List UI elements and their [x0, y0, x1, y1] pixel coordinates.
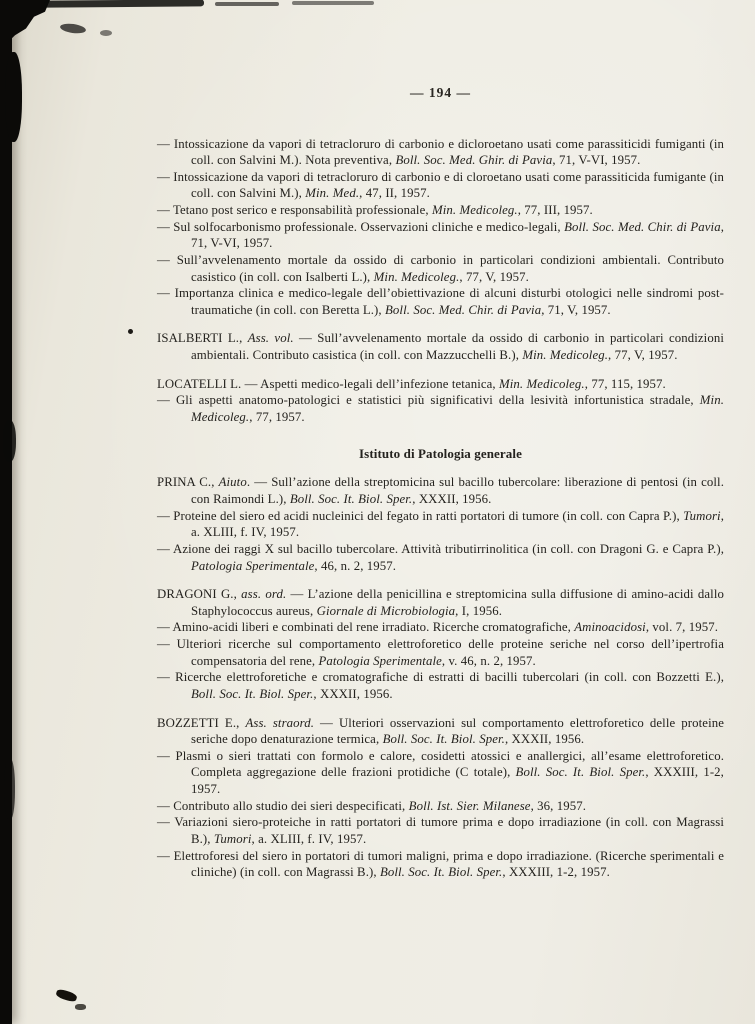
entry-text: BOZZETTI E., — [157, 715, 246, 730]
bibliography-entry — [157, 798, 724, 815]
journal-name: Boll. Soc. It. Biol. Sper. — [289, 492, 413, 507]
entry-text: — Amino-acidi liberi e combinati del rene irradiato. Ricerche cromatografiche, — [157, 620, 575, 635]
bibliography-entry — [157, 392, 724, 425]
entry-text: PRINA C., — [157, 475, 219, 490]
journal-name: Boll. Soc. It. Biol. Sper. — [515, 765, 646, 780]
journal-name: Min. Medicoleg. — [431, 203, 518, 218]
entry-text: — Importanza clinica e medico-legale dell’obiettivazione di alcuni disturbi otologici nelle sindromi post-traumatiche (in coll. con Beretta L.), — [157, 286, 724, 317]
scan-speck — [55, 988, 78, 1003]
journal-name: Ass. straord. — [245, 715, 315, 730]
entry-text: — Intossicazione da vapori di tetracloruro di carbonio e di cloroetano usati come parassiticida fumigante (in coll. con Salvini M.), — [157, 169, 724, 201]
entry-text: , 71, V-VI, 1957. — [191, 219, 725, 251]
scan-edge-blob — [5, 52, 22, 142]
bibliography-entry — [157, 669, 724, 702]
bibliography-entry-author — [157, 715, 724, 748]
bibliography-entry — [157, 636, 724, 669]
entry-text: , vol. 7, 1957. — [645, 620, 719, 635]
journal-name: Boll. Ist. Sier. Milanese — [408, 798, 531, 813]
entry-text: , I, 1956. — [455, 603, 503, 618]
bibliography-entry — [157, 748, 724, 798]
entry-text: — Gli aspetti anatomo-patologici e statistici più significativi della lesività infortunistica stradale, — [157, 393, 700, 408]
scan-speck — [60, 22, 87, 35]
bibliography-entry-author — [157, 330, 724, 363]
scan-edge-blob — [3, 420, 16, 462]
entry-text: , 77, 1957. — [249, 409, 305, 424]
entry-text: , 36, 1957. — [530, 798, 587, 813]
journal-name: Min. Medicoleg. — [499, 376, 585, 391]
entry-text: — Ulteriori ricerche sul comportamento elettroforetico delle proteine seriche nel corso dell’ipertrofia compensatoria del rene, — [157, 637, 724, 668]
journal-name: Min. Medicoleg. — [373, 269, 460, 284]
entry-text: , a. XLIII, f. IV, 1957. — [191, 508, 724, 540]
bibliography-entry — [157, 848, 724, 881]
scan-top-mark — [292, 1, 374, 5]
journal-name: Aminoacidosi — [574, 620, 646, 635]
bibliography-entry — [157, 814, 724, 847]
scan-binding-edge — [0, 0, 12, 1024]
journal-name: Ass. vol. — [247, 331, 294, 346]
entry-text: — Ulteriori osservazioni sul comportamento elettroforetico delle proteine seriche dopo denaturazione termica, — [191, 715, 724, 747]
journal-name: Boll. Soc. It. Biol. Sper. — [379, 865, 503, 880]
entry-text: , 71, V-VI, 1957. — [552, 153, 641, 168]
journal-name: Boll. Soc. It. Biol. Sper. — [382, 732, 505, 747]
section-heading: Istituto di Patologia generale — [359, 445, 522, 461]
entry-text: — Sull’avvelenamento mortale da ossido di carbonio in particolari condizioni ambientali. Contributo casistico (in coll. con Isalberti L.), — [157, 252, 724, 284]
entry-text: , XXXIII, 1-2, 1957. — [191, 765, 724, 797]
bibliography-entry-author — [157, 586, 724, 619]
entry-text: — Elettroforesi del siero in portatori di tumori maligni, prima e dopo irradiazione. (Ricerche sperimentali e cliniche) (in coll. con Magrassi B.), — [157, 848, 724, 880]
journal-name: Tumori — [683, 508, 721, 523]
entry-text: — Contributo allo studio dei sieri despecificati, — [157, 798, 409, 813]
entry-text: , 77, V, 1957. — [608, 348, 678, 363]
entry-text: — Sul solfocarbonismo professionale. Osservazioni cliniche e medico-legali, — [157, 219, 565, 234]
entry-text: , 71, V, 1957. — [541, 302, 611, 317]
bibliography-entry — [157, 169, 724, 202]
entry-text: — Proteine del siero ed acidi nucleinici del fegato in ratti portatori di tumore (in coll. con Capra P.), — [157, 508, 684, 523]
entry-text: — Tetano post serico e responsabilità professionale, — [157, 203, 432, 218]
bibliography-entry — [157, 202, 724, 219]
journal-name: ass. ord. — [241, 587, 287, 602]
entry-text: ISALBERTI L., — [157, 331, 248, 346]
bibliography-entry-author — [157, 376, 724, 393]
journal-name: Aiuto — [218, 475, 247, 490]
scan-edge-blob — [4, 758, 15, 820]
journal-name: Patologia Sperimentale — [318, 653, 442, 668]
entry-text: , XXXII, 1956. — [412, 492, 492, 507]
entry-text: , a. XLIII, f. IV, 1957. — [251, 831, 367, 846]
journal-name: Boll. Soc. Med. Chir. di Pavia — [564, 219, 721, 234]
journal-name: Giornale di Microbiologia — [316, 603, 456, 618]
bibliography-entry — [157, 619, 724, 636]
bibliography-entry — [157, 285, 724, 318]
entry-text: , XXXII, 1956. — [504, 732, 585, 747]
entry-text: , v. 46, n. 2, 1957. — [441, 653, 536, 668]
page-number: — 194 — — [410, 85, 471, 100]
scan-speck — [100, 30, 112, 36]
bibliography-entry — [157, 541, 724, 574]
entry-text: , 77, 115, 1957. — [584, 376, 666, 391]
bibliography-entry — [157, 219, 724, 252]
bibliography-entry — [157, 508, 724, 541]
entry-text: — Azione dei raggi X sul bacillo tubercolare. Attività tributirrinolitica (in coll. con Dragoni G. e Capra P.), — [157, 541, 724, 556]
journal-name: Tumori — [213, 831, 252, 846]
journal-name: Boll. Soc. It. Biol. Sper. — [191, 686, 314, 701]
bibliography-entry-author — [157, 474, 724, 507]
scan-speck — [128, 329, 133, 334]
entry-text: , 77, V, 1957. — [459, 269, 529, 284]
entry-text: — Variazioni siero-proteiche in ratti portatori di tumore prima e dopo irradiazione (in coll. con Magrassi B.), — [157, 815, 724, 846]
entry-text: — Ricerche elettroforetiche e cromatografiche di estratti di bacilli tubercolari (in coll. con Bozzetti E.), — [157, 670, 724, 685]
journal-name: Min. Med. — [305, 186, 360, 201]
scan-speck — [75, 1004, 86, 1010]
entry-text: DRAGONI G., — [157, 587, 242, 602]
journal-name: Boll. Soc. Med. Ghir. di Pavia — [395, 153, 553, 168]
journal-name: Min. Medicoleg. — [191, 393, 724, 424]
entry-text: . — Sull’azione della streptomicina sul bacillo tubercolare: liberazione di pentosi (in coll. con Raimondi L.), — [191, 475, 724, 507]
entry-text: — L’azione della penicillina e streptomicina sulla diffusione di amino-acidi dallo Staphylococcus aureus, — [191, 587, 724, 618]
journal-name: Boll. Soc. Med. Chir. di Pavia — [385, 302, 542, 317]
entry-text: — Intossicazione da vapori di tetracloruro di carbonio e dicloroetano usati come parassiticidi fumiganti (in coll. con Salvini M.). Nota preventiva, — [157, 136, 724, 168]
entry-text: , XXXII, 1956. — [313, 686, 393, 701]
entry-text: — Sull’avvelenamento mortale da ossido di carbonio in particolari condizioni ambientali. Contributo casistica (in coll. con Mazzucchelli B.), — [191, 331, 724, 363]
entry-text: , 77, III, 1957. — [517, 203, 593, 218]
journal-name: Patologia Sperimentale — [191, 558, 315, 573]
entry-text: , 46, n. 2, 1957. — [314, 558, 397, 573]
entry-text: , XXXIII, 1-2, 1957. — [502, 865, 610, 880]
entry-text: , 47, II, 1957. — [359, 186, 430, 201]
entry-text: — Plasmi o sieri trattati con formolo e calore, cosidetti atossici e anallergici, all’esame elettroforetico. Completa aggregazione delle frazioni protidiche (C totale), — [157, 748, 724, 780]
scan-top-mark — [44, 0, 204, 8]
scan-corner-blot — [0, 0, 50, 42]
bibliography-entry — [157, 252, 724, 285]
bibliography — [157, 136, 724, 881]
scan-top-mark — [215, 2, 279, 6]
journal-name: Min. Medicoleg. — [522, 348, 609, 363]
entry-text: LOCATELLI L. — Aspetti medico-legali dell’infezione tetanica, — [157, 376, 500, 391]
page-content — [157, 84, 724, 881]
bibliography-entry — [157, 136, 724, 169]
